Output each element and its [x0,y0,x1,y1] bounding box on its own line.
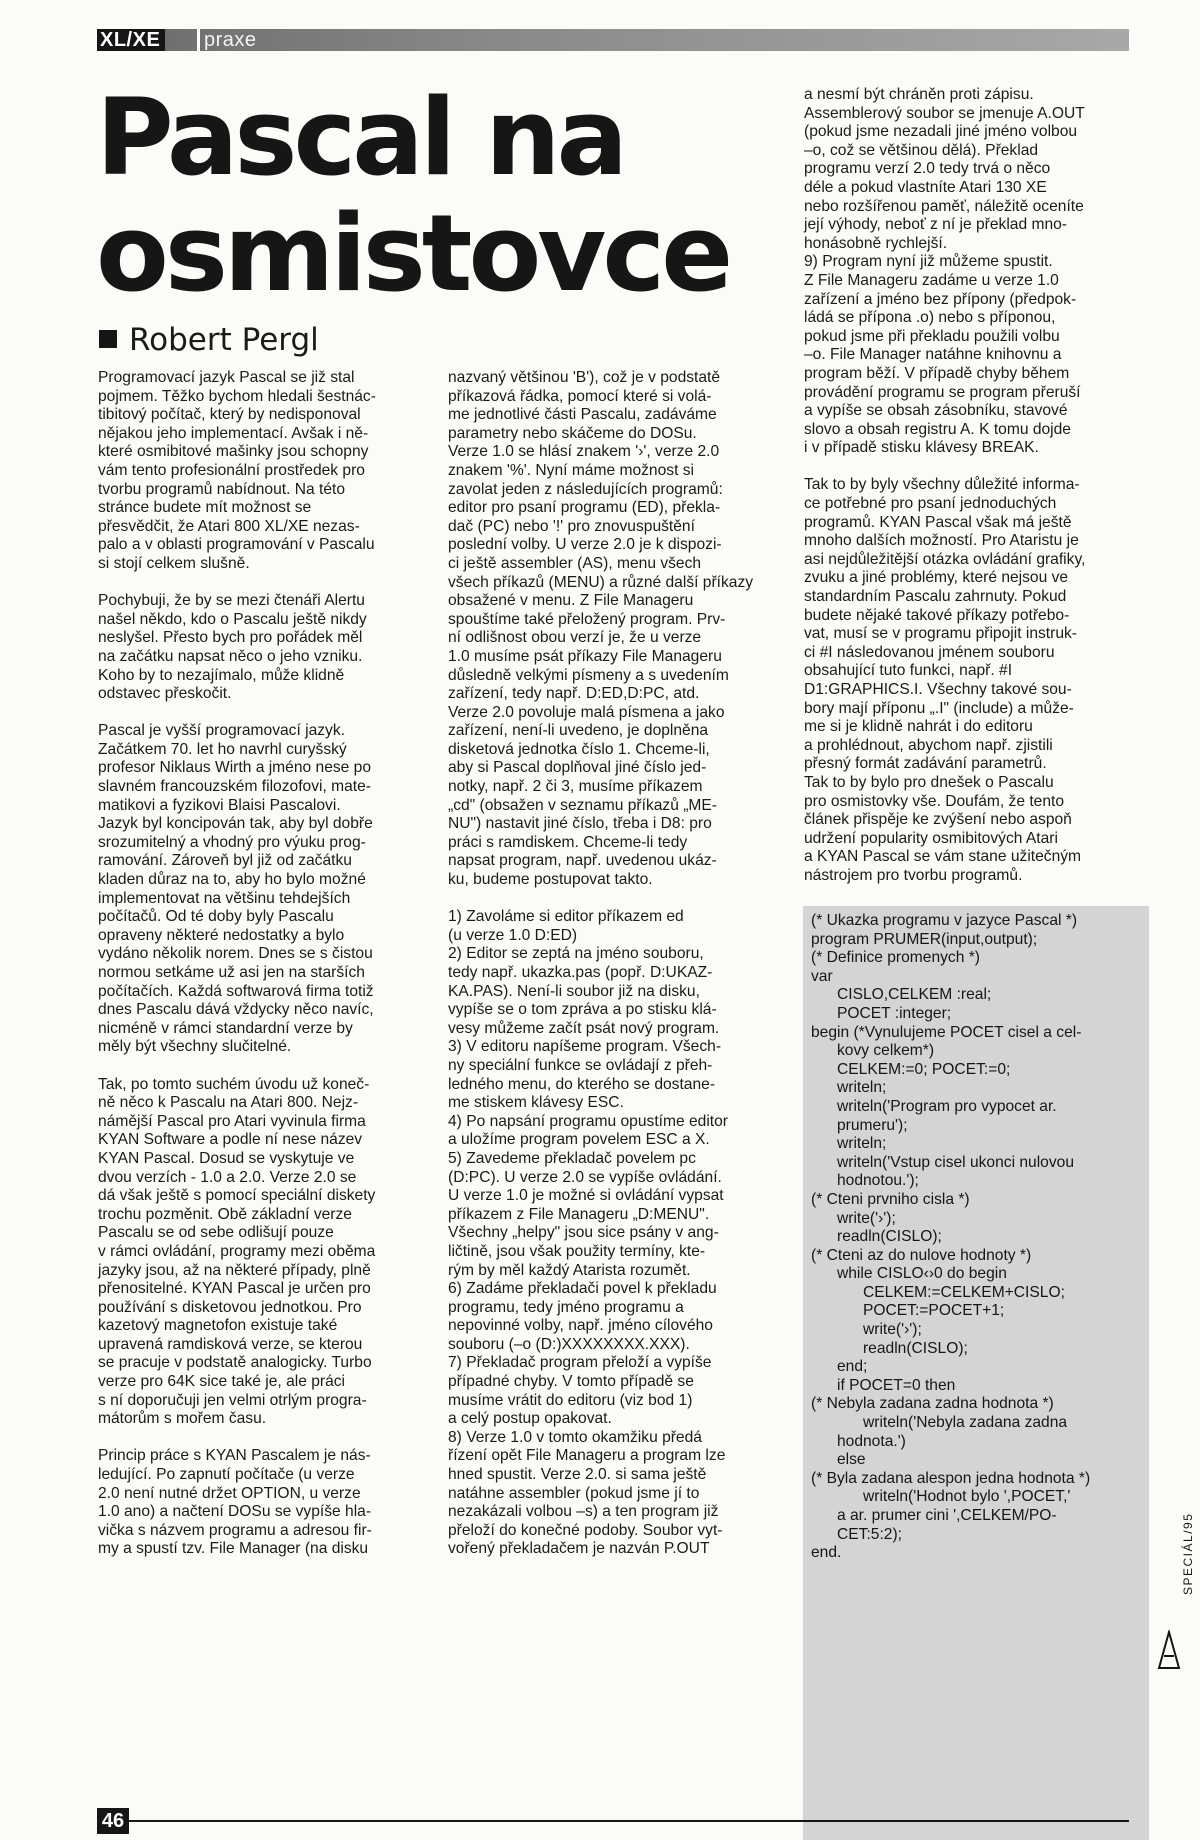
code-line: (* Ukazka programu v jazyce Pascal *) [811,912,1078,929]
headline-line-2: osmistovce [96,192,730,315]
paragraph: Pascal je vyšší programovací jazyk. Začátkem 70. let ho navrhl curyšský profesor Niklaus Wirth a jméno nese po slavném francouzském filozofovi, mate- matikovi a fyzikovi Blaisi Pascalovi. Jazyk byl koncipován tak, aby byl dobře srozumitelný a vhodný pro výuku prog- ramování. Zároveň byl již od začátku kladen důraz na to, aby ho bylo možné implementovat na většinu tehdejších počítačů. Od té doby byly Pascalu opraveny některé nedostatky a bylo vydáno několik norem. Dnes se s čistou normou setkáme už asi jen na starších počítačích. Každá softwarová firma totiž dnes Pascalu dává vždycky něco navíc, nicméně v rámci standardní verze by měly být všechny slučitelné. [98,722,374,1056]
byline [99,322,319,358]
code-line: end; [811,1358,868,1376]
author-name: Robert Pergl [129,322,319,358]
code-listing [803,906,1149,1840]
column-2 [448,369,778,1578]
code-line: CISLO,CELKEM :real; [811,986,992,1004]
code-line: (* Nebyla zadana zadna hodnota *) [811,1395,1054,1413]
side-label [1155,1480,1195,1740]
code-line: begin (*Vynulujeme POCET cisel a cel- [811,1023,1082,1041]
code-line: if POCET=0 then [811,1376,956,1394]
code-line: write('›'); [811,1321,922,1339]
code-line: writeln('Nebyla zadana zadna [811,1414,1068,1432]
code-line: (* Cteni prvniho cisla *) [811,1190,970,1208]
code-line: CELKEM:=CELKEM+CISLO; [811,1283,1065,1301]
code-line: var [811,967,833,985]
alert-logo-icon [1157,1630,1181,1670]
code-line: write('›'); [811,1209,896,1227]
code-line: hodnotou.'); [811,1172,919,1190]
paragraph: Princip práce s KYAN Pascalem je nás- ledující. Po zapnutí počítače (u verze 2.0 není nutné držet OPTION, u verze 1.0 ano) a načtení DOSu se vypíše hla- vička s názvem programu a adresou fir- my a spustí tzv. File Manager (na disku [98,1447,372,1558]
code-line: prumeru'); [811,1116,908,1134]
bullet-square-icon [99,330,117,348]
paragraph: Pochybuji, že by se mezi čtenáři Alertu našel někdo, kdo o Pascalu ještě nikdy neslyšel. Přesto bych pro pořádek měl na začátku napsat něco o jeho vzniku. Koho by to nezajímalo, může klidně odstavec přeskočit. [98,592,367,703]
code-line: CELKEM:=0; POCET:=0; [811,1060,1011,1078]
code-line: a ar. prumer cini ',CELKEM/PO- [811,1507,1057,1524]
section-label: XL/XE [97,29,165,51]
issue-label: SPECIÁL/95 [1181,1512,1195,1595]
code-line: hodnota.') [811,1432,906,1450]
code-line: POCET:=POCET+1; [811,1302,1005,1320]
column-1 [98,369,418,1578]
code-line: kovy celkem*) [811,1042,935,1060]
code-line: end. [811,1544,842,1562]
code-line: readln(CISLO); [811,1228,942,1246]
code-line: writeln('Vstup cisel ukonci nulovou [811,1153,1074,1171]
code-line: (* Byla zadana alespon jedna hodnota *) [811,1469,1091,1487]
footer-rule [97,1820,1129,1822]
code-line: writeln('Hodnot bylo ',POCET,' [811,1488,1071,1506]
paragraph: Tak to by byly všechny důležité informa- ce potřebné pro psaní jednoduchých programů. KYAN Pascal však má ještě mnoho dalších možností. Pro Ataristu je asi nejdůležitější otázka ovládání grafiky, zvuku a jiné problémy, které nejsou ve standardním Pascalu zahrnuty. Pokud budete nějaké takové příkazy potřebo- vat, musí se v programu připojit instruk- ci #I následovanou jménem souboru obsahující tuto funkci, např. #I D1:GRAPHICS.I. Všechny takové sou- bory mají příponu „.I" (include) a může- me si je klidně nahrát i do editoru a prohlédnout, abychom např. zjistili přesný formát zadávání parametrů. Tak to by bylo pro dnešek o Pascalu pro osmistovky vše. Doufám, že tento článek přispěje ke zvýšení nebo aspoň udržení popularity osmibitových Atari a KYAN Pascal se vám stane užitečným nástrojem pro tvorbu programů. [804,476,1086,884]
code-line: readln(CISLO); [811,1339,968,1357]
code-line: writeln; [811,1135,887,1153]
paragraph: Programovací jazyk Pascal se již stal pojmem. Těžko bychom hledali šestnác- tibitový počítač, který by nedisponoval nějakou jeho implementací. Avšak i ně- které osmibitové mašinky jsou schopny vám tento profesionální prostředek pro tvorbu programů nabídnout. Na této stránce budete mít možnost se přesvědčit, že Atari 800 XL/XE nezas- palo a v oblasti programování v Pascalu si stojí celkem slušně. [98,369,376,572]
code-line: while CISLO‹›0 do begin [811,1265,1007,1283]
code-line: writeln('Program pro vypocet ar. [811,1097,1057,1115]
code-line: writeln; [811,1079,887,1097]
subsection-label: praxe [197,29,257,51]
code-line: POCET :integer; [811,1004,952,1022]
paragraph: Tak, po tomto suchém úvodu už koneč- ně něco k Pascalu na Atari 800. Nejz- námější Pascal pro Atari vyvinula firma KYAN Software a podle ní nese název KYAN Pascal. Dosud se vyskytuje ve dvou verzích - 1.0 a 2.0. Verze 2.0 se dá však ještě s pomocí speciální diskety trochu pozměnit. Obě základní verze Pascalu se od sebe odlišují pouze v rámci ovládání, programy mezi oběma jazyky jsou, až na některé případy, plně přenositelné. KYAN Pascal je určen pro používání s disketovou jednotkou. Pro kazetový magnetofon existuje také upravená ramdisková verze, se kterou se pracuje v podstatě analogicky. Turbo verze pro 64K sice také je, ale práci s ní doporučuji jen velmi otrlým progra- mátorům s mořem času. [98,1075,376,1428]
code-line: (* Definice promenych *) [811,949,980,967]
code-line: else [811,1451,866,1469]
article-headline [96,76,796,315]
code-line: CET:5:2); [811,1525,902,1543]
page-number: 46 [97,1808,129,1834]
paragraph: a nesmí být chráněn proti zápisu. Assemblerový soubor se jmenuje A.OUT (pokud jsme nezadali jiné jméno volbou –o, což se většinou dělá). Překlad programu verzí 2.0 tedy trvá o něco déle a pokud vlastníte Atari 130 XE nebo rozšířenou paměť, náležitě oceníte její výhody, neboť z ní je překlad mno- honásobně rychlejší. 9) Program nyní již můžeme spustit. Z File Manageru zadáme u verze 1.0 zařízení a jméno bez přípony (předpok- ládá se přípona .o) nebo s příponou, pokud jsme při překladu použili volbu –o. File Manager natáhne knihovnu a program běží. V případě chyby během provádění programu se program přeruší a vypíše se obsah zásobníku, stavové slovo a obsah registru A. K tomu dojde i v případě stisku klávesy BREAK. [804,86,1085,457]
code-line: (* Cteni az do nulove hodnoty *) [811,1246,1032,1264]
column-3 [804,86,1129,904]
numbered-steps: 1) Zavoláme si editor příkazem ed (u verze 1.0 D:ED) 2) Editor se zeptá na jméno souboru, tedy např. ukazka.pas (popř. D:UKAZ- KA.PAS). Není-li soubor již na disku, vypíše se o tom zpráva a po stisku klá- vesy můžeme začít psát nový program. 3) V editoru napíšeme program. Všech- ny speciální funkce se ovládají z přeh- ledného menu, do kterého se dostane- me stiskem klávesy ESC. 4) Po napsání programu opustíme editor a uložíme program povelem ESC a X. 5) Zavedeme překladač povelem pc (D:PC). U verze 2.0 se vypíše ovládání. U verze 1.0 je možné si ovládání vypsat příkazem z File Manageru „D:MENU". Všechny „helpy" jsou sice psány v ang- ličtině, jsou však použity termíny, kte- rým by měl každý Atarista rozumět. 6) Zadáme překladači povel k překladu programu, tedy jméno programu a nepovinné volby, např. jméno cílového souboru (–o (D:)XXXXXXXX.XXX). 7) Překladač program přeloží a vypíše případné chyby. V tomto případě se musíme vrátit do editoru (viz bod 1) a celý postup opakovat. 8) Verze 1.0 v tomto okamžiku předá řízení opět File Manageru a program lze hned spustit. Verze 2.0. si sama ještě natáhne assembler (pokud jsme jí to nezakázali volbou –s) a ten program již přeloží do konečné podoby. Soubor vyt- vořený překladačem je nazván P.OUT [448,908,728,1558]
paragraph: nazvaný většinou 'B'), což je v podstatě příkazová řádka, pomocí které si volá- me jednotlivé části Pascalu, zadáváme parametry nebo skáčeme do DOSu. Verze 1.0 se hlásí znakem '›', verze 2.0 znakem '%'. Nyní máme možnost si zavolat jeden z následujících programů: editor pro psaní programu (ED), překla- dač (PC) nebo '!' pro znovuspuštění poslední volby. U verze 2.0 je k dispozi- ci ještě assembler (AS), menu všech všech příkazů (MENU) a různé další příkazy obsažené v menu. Z File Manageru spouštíme také přeložený program. Prv- ní odlišnost obou verzí je, že u verze 1.0 musíme psát příkazy File Manageru důsledně velkými písmeny a s uvedením zařízení, tedy např. D:ED,D:PC, atd. Verze 2.0 povoluje malá písmena a jako zařízení, není-li uvedeno, je doplněna disketová jednotka číslo 1. Chceme-li, aby si Pascal doplňoval jiné číslo jed- notky, např. 2 či 3, musíme příkazem „cd" (obsažen v seznamu příkazů „ME- NU") nastavit jiné číslo, třeba i D8: pro práci s ramdiskem. Chceme-li tedy napsat program, např. uvedenou ukáz- ku, budeme postupovat takto. [448,369,754,889]
headline-line-1: Pascal na [96,76,625,199]
code-line: program PRUMER(input,output); [811,930,1038,948]
